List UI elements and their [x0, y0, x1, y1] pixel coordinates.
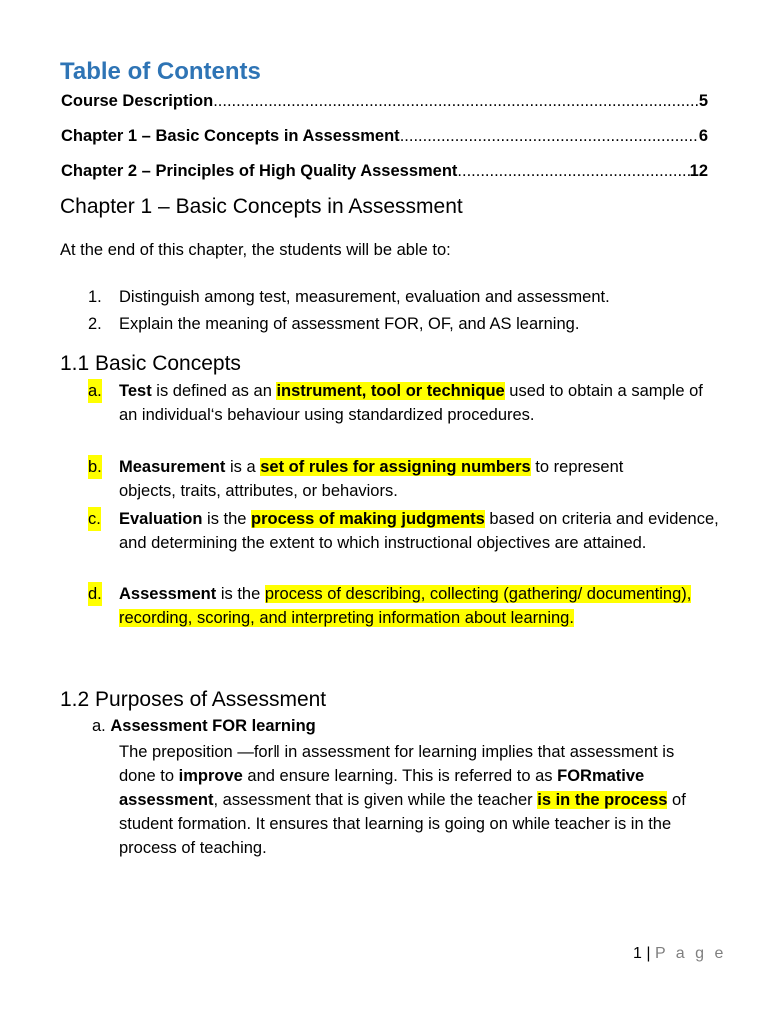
- toc-entry-page: 12: [689, 162, 708, 180]
- bold-phrase: FORmative assessment: [119, 767, 645, 809]
- definition-text: is the: [202, 510, 252, 528]
- objective-item: [88, 286, 610, 309]
- page-footer: [633, 944, 726, 964]
- paragraph-text: The preposition ―forǁ in assessment for learning implies that assessment is done to: [119, 743, 675, 785]
- footer-separator: |: [646, 945, 651, 962]
- toc-leader-dots: [400, 125, 699, 147]
- highlighted-phrase: is in the process: [537, 791, 668, 809]
- definition-text: is a: [225, 458, 261, 476]
- subsection-title: Assessment FOR learning: [110, 717, 316, 735]
- toc-entry-title: Chapter 1 – Basic Concepts in Assessment: [61, 127, 400, 145]
- toc-entry-page: 5: [698, 92, 708, 110]
- list-marker: c.: [88, 507, 101, 531]
- paragraph-text: and ensure learning. This is referred to as: [242, 767, 558, 785]
- objective-text: Distinguish among test, measurement, evaluation and assessment.: [119, 288, 610, 306]
- subsection-heading: [92, 715, 316, 738]
- term: Measurement: [119, 458, 226, 476]
- list-marker: a.: [88, 379, 102, 403]
- toc-entry-course-description[interactable]: [61, 90, 708, 112]
- subsection-marker: a.: [92, 717, 106, 735]
- highlighted-phrase: instrument, tool or technique: [276, 382, 505, 400]
- objective-number: 1.: [88, 288, 102, 306]
- definition-text: used to obtain a sample of an individual‘s behaviour using standardized procedures.: [119, 382, 703, 424]
- toc-entry-page: 6: [698, 127, 708, 145]
- definition-evaluation: [119, 507, 719, 555]
- term: Evaluation: [119, 510, 203, 528]
- objective-item: [88, 313, 579, 336]
- definition-assessment: [119, 582, 699, 630]
- objective-number: 2.: [88, 315, 102, 333]
- toc-entry-title: Chapter 2 – Principles of High Quality Assessment: [61, 162, 458, 180]
- toc-entry-chapter-2[interactable]: [61, 160, 708, 182]
- highlighted-phrase: process of describing, collecting (gathering/ documenting), recording, scoring, and interpreting information about learning.: [119, 585, 692, 627]
- paragraph-text: , assessment that is given while the teacher: [213, 791, 538, 809]
- chapter-heading: Chapter 1 – Basic Concepts in Assessment: [60, 195, 463, 218]
- toc-entry-title: Course Description: [61, 92, 214, 110]
- paragraph-text: of student formation. It ensures that learning is going on while teacher is in the process of teaching.: [119, 791, 686, 857]
- term: Assessment: [119, 585, 217, 603]
- list-marker: d.: [88, 582, 102, 606]
- list-marker: b.: [88, 455, 102, 479]
- page-number: 1: [633, 945, 642, 962]
- term: Test: [119, 382, 152, 400]
- highlighted-phrase: set of rules for assigning numbers: [260, 458, 531, 476]
- formative-paragraph: [119, 740, 714, 860]
- definition-test: [119, 379, 719, 427]
- chapter-intro: At the end of this chapter, the students will be able to:: [60, 241, 451, 259]
- definition-text: is the: [216, 585, 265, 603]
- definition-text: based on criteria and evidence, and determining the extent to which instructional objectives are attained.: [119, 510, 719, 552]
- highlighted-phrase: process of making judgments: [251, 510, 485, 528]
- bold-phrase: improve: [178, 767, 243, 785]
- definition-measurement: [119, 455, 659, 503]
- section-heading-purposes: 1.2 Purposes of Assessment: [60, 688, 327, 711]
- section-heading-basic-concepts: 1.1 Basic Concepts: [60, 352, 241, 375]
- toc-leader-dots: [213, 90, 699, 112]
- toc-leader-dots: [457, 160, 689, 182]
- toc-title: Table of Contents: [60, 58, 261, 85]
- objective-text: Explain the meaning of assessment FOR, OF, and AS learning.: [119, 315, 580, 333]
- definition-text: to represent objects, traits, attributes, or behaviors.: [119, 458, 624, 500]
- page-label: P a g e: [654, 945, 727, 962]
- definition-text: is defined as an: [151, 382, 277, 400]
- toc-entry-chapter-1[interactable]: [61, 125, 708, 147]
